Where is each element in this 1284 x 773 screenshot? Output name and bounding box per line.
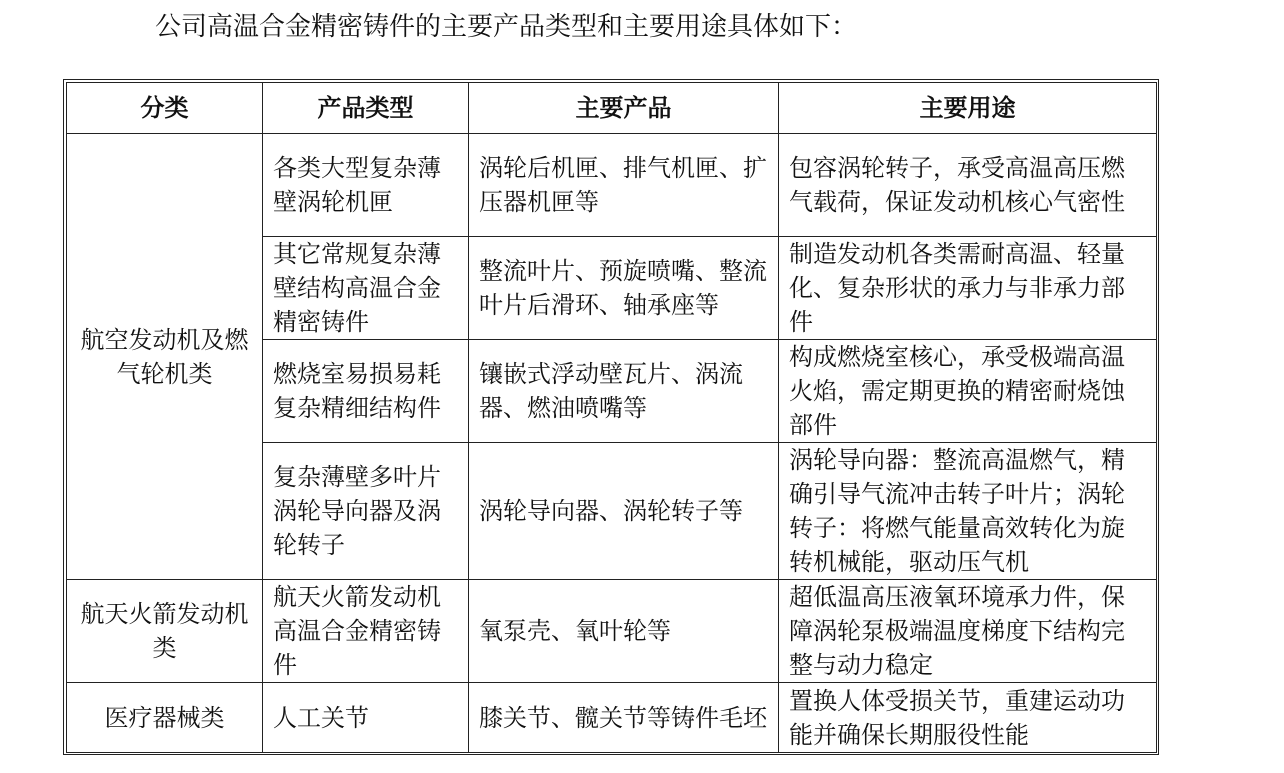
product-type-cell: 各类大型复杂薄壁涡轮机匣 xyxy=(263,134,469,237)
product-type-cell: 人工关节 xyxy=(263,683,469,753)
main-products-cell: 整流叶片、预旋喷嘴、整流叶片后滑环、轴承座等 xyxy=(469,237,779,340)
main-use-cell: 涡轮导向器：整流高温燃气，精确引导气流冲击转子叶片；涡轮转子：将燃气能量高效转化为旋转机械能，驱动压气机 xyxy=(779,443,1157,580)
main-products-cell: 涡轮导向器、涡轮转子等 xyxy=(469,443,779,580)
category-cell-rocket-engine: 航天火箭发动机类 xyxy=(67,580,263,683)
main-use-cell: 包容涡轮转子，承受高温高压燃气载荷，保证发动机核心气密性 xyxy=(779,134,1157,237)
table-row xyxy=(67,683,1157,753)
table-row xyxy=(67,134,1157,237)
header-product-type: 产品类型 xyxy=(263,83,469,134)
product-table xyxy=(66,82,1157,753)
product-type-cell: 航天火箭发动机高温合金精密铸件 xyxy=(263,580,469,683)
category-cell-medical-devices: 医疗器械类 xyxy=(67,683,263,753)
main-use-cell: 超低温高压液氧环境承力件，保障涡轮泵极端温度梯度下结构完整与动力稳定 xyxy=(779,580,1157,683)
product-type-cell: 复杂薄壁多叶片涡轮导向器及涡轮转子 xyxy=(263,443,469,580)
table-row xyxy=(67,580,1157,683)
main-use-cell: 构成燃烧室核心，承受极端高温火焰，需定期更换的精密耐烧蚀部件 xyxy=(779,340,1157,443)
product-type-cell: 燃烧室易损易耗复杂精细结构件 xyxy=(263,340,469,443)
header-category: 分类 xyxy=(67,83,263,134)
main-products-cell: 镶嵌式浮动壁瓦片、涡流器、燃油喷嘴等 xyxy=(469,340,779,443)
category-cell-aero-engine: 航空发动机及燃气轮机类 xyxy=(67,134,263,580)
table-header-row xyxy=(67,83,1157,134)
intro-paragraph: 公司高温合金精密铸件的主要产品类型和主要用途具体如下： xyxy=(155,12,858,42)
main-products-cell: 涡轮后机匣、排气机匣、扩压器机匣等 xyxy=(469,134,779,237)
main-products-cell: 膝关节、髋关节等铸件毛坯 xyxy=(469,683,779,753)
main-products-cell: 氧泵壳、氧叶轮等 xyxy=(469,580,779,683)
main-use-cell: 置换人体受损关节，重建运动功能并确保长期服役性能 xyxy=(779,683,1157,753)
header-main-uses: 主要用途 xyxy=(779,83,1157,134)
header-main-products: 主要产品 xyxy=(469,83,779,134)
product-type-cell: 其它常规复杂薄壁结构高温合金精密铸件 xyxy=(263,237,469,340)
main-use-cell: 制造发动机各类需耐高温、轻量化、复杂形状的承力与非承力部件 xyxy=(779,237,1157,340)
